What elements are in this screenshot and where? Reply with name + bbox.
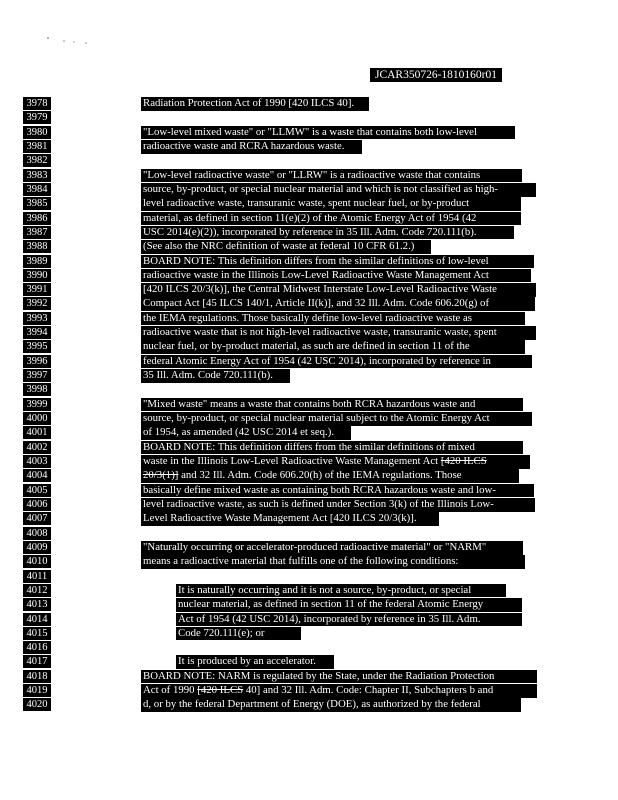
line-number: 3980 xyxy=(23,126,51,139)
line-segment: BOARD NOTE: This definition differs from the similar definitions of low-level xyxy=(143,254,489,267)
document-line xyxy=(0,512,618,526)
line-number: 4003 xyxy=(23,455,51,468)
line-text xyxy=(141,512,439,526)
line-text xyxy=(141,455,530,469)
line-number: 4010 xyxy=(23,555,51,568)
line-number: 4012 xyxy=(23,584,51,597)
line-segment: means a radioactive material that fulfills one of the following conditions: xyxy=(143,555,459,568)
line-number: 3983 xyxy=(23,169,51,182)
document-line xyxy=(0,498,618,512)
line-segment: 35 Ill. Adm. Code 720.111(b). xyxy=(143,369,273,382)
line-text xyxy=(141,484,534,498)
line-number: 3997 xyxy=(23,369,51,382)
line-text xyxy=(176,598,522,612)
line-text xyxy=(141,240,431,254)
line-segment: and 32 Ill. Adm. Code 606.20(h) of the IEMA regulations. Those xyxy=(178,469,462,482)
line-number: 3987 xyxy=(23,226,51,239)
line-segment: USC 2014(e)(2)), incorporated by reference in 35 Ill. Adm. Code 720.111(b). xyxy=(143,225,477,238)
document-line xyxy=(0,541,618,555)
line-text xyxy=(141,355,532,369)
struck-text: 20/3(1)] xyxy=(143,469,179,482)
line-text xyxy=(141,269,531,283)
scan-specks xyxy=(40,30,100,50)
document-line xyxy=(0,598,618,612)
document-line xyxy=(0,527,618,541)
document-line xyxy=(0,469,618,483)
document-line xyxy=(0,240,618,254)
document-line xyxy=(0,584,618,598)
document-line xyxy=(0,641,618,655)
line-number: 4001 xyxy=(23,426,51,439)
line-segment: radioactive waste in the Illinois Low-Level Radioactive Waste Management Act xyxy=(143,268,489,281)
line-number: 3998 xyxy=(23,383,51,396)
document-line xyxy=(0,398,618,412)
line-number: 4006 xyxy=(23,498,51,511)
line-number: 3996 xyxy=(23,355,51,368)
document-line xyxy=(0,97,618,111)
line-text xyxy=(141,183,536,197)
line-number: 3994 xyxy=(23,326,51,339)
line-number: 4011 xyxy=(23,570,51,583)
document-line xyxy=(0,183,618,197)
line-number: 4007 xyxy=(23,512,51,525)
document-line xyxy=(0,126,618,140)
line-number: 4005 xyxy=(23,484,51,497)
line-number: 3990 xyxy=(23,269,51,282)
line-text xyxy=(141,426,351,440)
document-line xyxy=(0,613,618,627)
line-text xyxy=(176,584,506,598)
line-segment: level radioactive waste, as such is defined under Section 3(k) of the Illinois Low- xyxy=(143,497,494,510)
line-segment: federal Atomic Energy Act of 1954 (42 USC 2014), incorporated by reference in xyxy=(143,354,491,367)
document-line xyxy=(0,255,618,269)
line-segment: Act of 1954 (42 USC 2014), incorporated by reference in 35 Ill. Adm. xyxy=(178,612,481,625)
line-number: 4009 xyxy=(23,541,51,554)
line-text xyxy=(141,398,523,412)
document-line xyxy=(0,326,618,340)
document-line xyxy=(0,383,618,397)
document-line xyxy=(0,698,618,712)
document-line xyxy=(0,455,618,469)
line-segment: "Low-level radioactive waste" or "LLRW" is a radioactive waste that contains xyxy=(143,168,481,181)
document-line xyxy=(0,412,618,426)
line-text xyxy=(141,212,521,226)
line-number: 4018 xyxy=(23,670,51,683)
line-segment: nuclear fuel, or by-product material, as such are defined in section 11 of the xyxy=(143,340,470,353)
line-text xyxy=(141,169,522,183)
line-text xyxy=(141,197,521,211)
line-segment: source, by-product, or special nuclear material and which is not classified as high- xyxy=(143,182,498,195)
line-number: 3982 xyxy=(23,154,51,167)
document-line xyxy=(0,283,618,297)
line-text xyxy=(141,698,521,712)
line-text xyxy=(141,226,514,240)
line-text xyxy=(141,140,362,154)
document-line xyxy=(0,212,618,226)
document-line xyxy=(0,555,618,569)
line-text xyxy=(141,369,290,383)
line-number: 3991 xyxy=(23,283,51,296)
line-number: 4016 xyxy=(23,641,51,654)
document-line xyxy=(0,312,618,326)
line-text xyxy=(141,312,525,326)
line-number: 3995 xyxy=(23,340,51,353)
line-number: 3985 xyxy=(23,197,51,210)
line-text xyxy=(141,441,523,455)
line-segment: BOARD NOTE: NARM is regulated by the State, under the Radiation Protection xyxy=(143,669,495,682)
line-segment: of 1954, as amended (42 USC 2014 et seq.). xyxy=(143,426,335,439)
line-segment: radioactive waste that is not high-level radioactive waste, transuranic waste, spent xyxy=(143,326,497,339)
line-segment: "Low-level mixed waste" or "LLMW" is a waste that contains both low-level xyxy=(143,125,477,138)
line-text xyxy=(141,326,536,340)
line-number: 3993 xyxy=(23,312,51,325)
line-number: 4013 xyxy=(23,598,51,611)
line-segment: nuclear material, as defined in section 11 of the federal Atomic Energy xyxy=(178,598,484,611)
line-number: 3989 xyxy=(23,255,51,268)
line-number: 4004 xyxy=(23,469,51,482)
document-line xyxy=(0,140,618,154)
line-segment: BOARD NOTE: This definition differs from the similar definitions of mixed xyxy=(143,440,475,453)
document-line xyxy=(0,441,618,455)
line-segment: Compact Act [45 ILCS 140/1, Article II(k)], and 32 Ill. Adm. Code 606.20(g) of xyxy=(143,297,490,310)
line-segment: Code 720.111(e); or xyxy=(178,626,265,639)
line-text xyxy=(141,469,519,483)
line-text xyxy=(141,126,515,140)
line-number: 3999 xyxy=(23,398,51,411)
line-segment: "Mixed waste" means a waste that contains both RCRA hazardous waste and xyxy=(143,397,476,410)
line-text xyxy=(141,283,536,297)
line-number: 3986 xyxy=(23,212,51,225)
document-line xyxy=(0,297,618,311)
line-number: 4015 xyxy=(23,627,51,640)
line-segment: It is produced by an accelerator. xyxy=(178,655,316,668)
document-line xyxy=(0,154,618,168)
document-line xyxy=(0,684,618,698)
line-text xyxy=(141,412,532,426)
document-line xyxy=(0,484,618,498)
line-text xyxy=(176,613,522,627)
document-line xyxy=(0,426,618,440)
line-segment: "Naturally occurring or accelerator-produced radioactive material" or "NARM" xyxy=(143,540,487,553)
document-line xyxy=(0,655,618,669)
line-number: 4014 xyxy=(23,613,51,626)
line-segment: Level Radioactive Waste Management Act [420 ILCS 20/3(k)]. xyxy=(143,512,417,525)
line-segment: 40] and 32 Ill. Adm. Code: Chapter II, Subchapters b and xyxy=(243,684,494,697)
line-text xyxy=(176,655,334,669)
line-segment: source, by-product, or special nuclear material subject to the Atomic Energy Act xyxy=(143,412,490,425)
line-segment: material, as defined in section 11(e)(2) of the Atomic Energy Act of 1954 (42 xyxy=(143,211,477,224)
line-segment: radioactive waste and RCRA hazardous waste. xyxy=(143,139,345,152)
line-segment: basically define mixed waste as containing both RCRA hazardous waste and low- xyxy=(143,483,496,496)
line-text xyxy=(141,684,537,698)
document-line xyxy=(0,340,618,354)
document-line xyxy=(0,355,618,369)
line-segment: waste in the Illinois Low-Level Radioactive Waste Management Act xyxy=(143,455,441,467)
line-text xyxy=(141,541,523,555)
line-text xyxy=(176,627,301,641)
line-number: 4002 xyxy=(23,441,51,454)
line-segment: It is naturally occurring and it is not a source, by-product, or special xyxy=(178,583,472,596)
line-number: 3984 xyxy=(23,183,51,196)
line-text xyxy=(141,670,537,684)
struck-text: [420 ILCS xyxy=(440,455,487,467)
line-number: 3988 xyxy=(23,240,51,253)
struck-text: [420 ILCS xyxy=(197,684,244,697)
line-text xyxy=(141,297,535,311)
document-line xyxy=(0,369,618,383)
document-line xyxy=(0,269,618,283)
line-text xyxy=(141,555,525,569)
line-segment: (See also the NRC definition of waste at federal 10 CFR 61.2.) xyxy=(143,240,415,253)
line-number: 3981 xyxy=(23,140,51,153)
line-number: 4008 xyxy=(23,527,51,540)
line-text xyxy=(141,498,535,512)
document-line xyxy=(0,169,618,183)
line-number: 3992 xyxy=(23,297,51,310)
document-line xyxy=(0,570,618,584)
document-id: JCAR350726-1810160r01 xyxy=(370,68,502,82)
line-segment: the IEMA regulations. Those basically define low-level radioactive waste as xyxy=(143,311,472,324)
document-line xyxy=(0,197,618,211)
document-line xyxy=(0,111,618,125)
line-segment: level radioactive waste, transuranic waste, spent nuclear fuel, or by-product xyxy=(143,197,470,210)
document-line xyxy=(0,627,618,641)
line-number: 4000 xyxy=(23,412,51,425)
line-number: 4020 xyxy=(23,698,51,711)
line-segment: Radiation Protection Act of 1990 [420 ILCS 40]. xyxy=(143,97,355,109)
line-text xyxy=(141,97,369,111)
line-text xyxy=(141,340,525,354)
document-line xyxy=(0,670,618,684)
document-line xyxy=(0,226,618,240)
line-number: 4019 xyxy=(23,684,51,697)
line-segment: Act of 1990 xyxy=(143,684,198,697)
line-number: 3979 xyxy=(23,111,51,124)
line-text xyxy=(141,255,534,269)
line-number: 4017 xyxy=(23,655,51,668)
line-segment: d, or by the federal Department of Energy (DOE), as authorized by the federal xyxy=(143,698,481,711)
line-number: 3978 xyxy=(23,97,51,110)
line-segment: [420 ILCS 20/3(k)], the Central Midwest Interstate Low-Level Radioactive Waste xyxy=(143,283,497,296)
